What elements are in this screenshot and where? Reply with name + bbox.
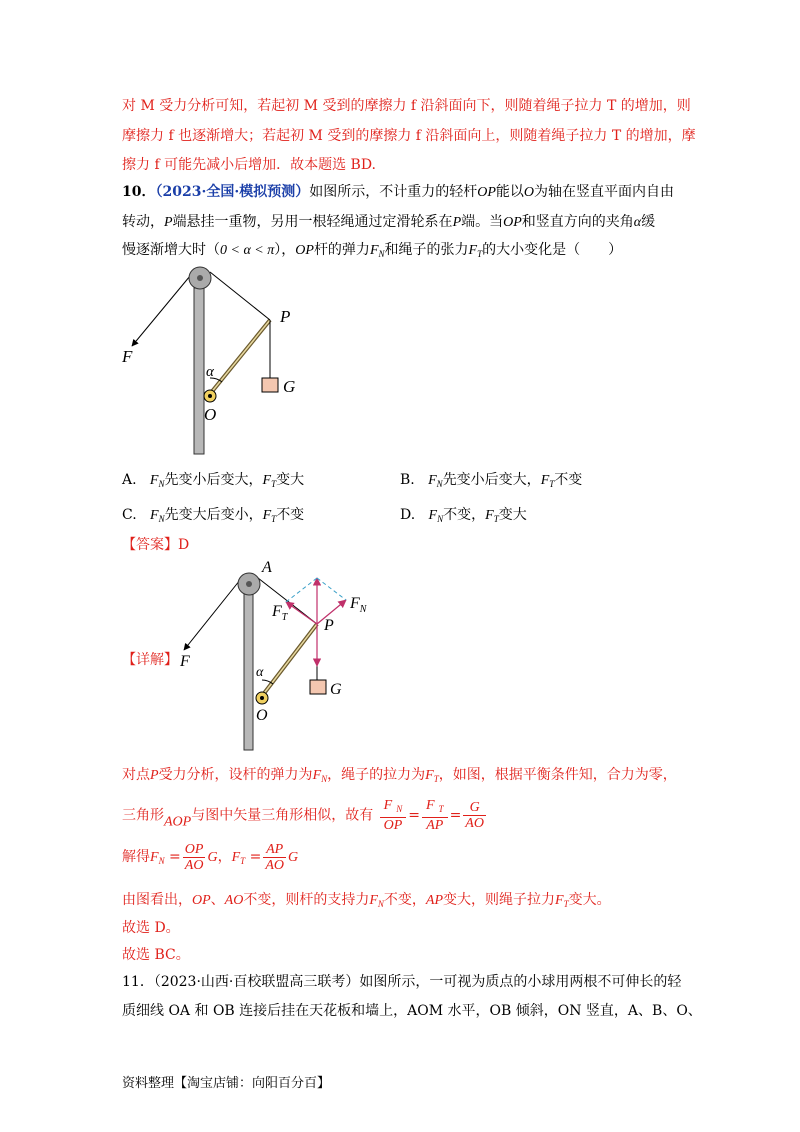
label-alpha: α bbox=[256, 665, 264, 680]
q10-stem-text: 能以 bbox=[495, 184, 524, 200]
q10-source: （2023·全国·模拟预测） bbox=[155, 184, 310, 200]
triangle-aop: AOP bbox=[164, 814, 192, 830]
option-label: D. bbox=[400, 507, 416, 523]
q10-stem-text: 杆的弹力 bbox=[313, 242, 370, 258]
sym-ft: $F_T$ bbox=[262, 473, 277, 489]
q10-stem-line-3 bbox=[122, 240, 622, 264]
q10-stem-text: 慢逐渐增大时（ bbox=[122, 242, 220, 258]
q10-stem-text: ）， bbox=[274, 242, 296, 258]
option-label: B. bbox=[400, 472, 415, 488]
answer-tag: 【答案】D bbox=[122, 537, 190, 553]
q10-stem-text: 为轴在竖直平面内自由 bbox=[534, 184, 674, 200]
q10-stem-text: 缓 bbox=[641, 214, 656, 230]
sym-op: OP bbox=[477, 185, 496, 200]
q10-stem-text: 端悬挂一重物，另用一根轻绳通过定滑轮系在 bbox=[172, 214, 453, 230]
label-g: G bbox=[283, 377, 296, 396]
fraction-ft-ap: $\frac{F _T}{AP}$ bbox=[422, 798, 448, 833]
sym-p: P bbox=[452, 215, 462, 230]
q10-stem-text: 和竖直方向的夹角 bbox=[521, 214, 634, 230]
label-g: G bbox=[330, 681, 342, 698]
label-f: F bbox=[122, 347, 133, 366]
fraction-g-ao: $\frac{G}{AO}$ bbox=[465, 800, 484, 831]
label-fn: $F_N$ bbox=[350, 595, 367, 615]
detail-tag: 【详解】 bbox=[122, 652, 178, 668]
sym-fn: $F_N$ bbox=[369, 243, 385, 259]
option-d[interactable] bbox=[400, 505, 527, 529]
solution-line-1: 对点P受力分析，设杆的弹力为$F_N$，绳子的拉力为$F_T$，如图，根据平衡条件知，合力为零， bbox=[122, 767, 677, 784]
angle-range: 0 < α < π bbox=[220, 243, 275, 258]
q10-stem-text: 的大小变化是（ ） bbox=[482, 242, 623, 258]
conclusion-1: 故选 D。 bbox=[122, 920, 180, 936]
label-alpha: α bbox=[206, 364, 214, 380]
label-o: O bbox=[204, 405, 217, 424]
sym-fn: $F_N$ bbox=[150, 508, 165, 524]
option-text: 不变 bbox=[276, 507, 305, 523]
option-text: 先变小后变大， bbox=[442, 472, 541, 488]
question-figure bbox=[110, 262, 310, 462]
sym-alpha: α bbox=[633, 215, 642, 230]
label-o: O bbox=[256, 707, 268, 724]
sym-ft: $F_T$ bbox=[555, 893, 569, 909]
solution-line-3: 解得$F_N$ = $\frac{OP}{AO}$ G，$F_T$ = $\frac{AP}{AO}$ G bbox=[122, 841, 299, 873]
q10-stem-line-1 bbox=[122, 182, 674, 203]
option-text: 不变， bbox=[443, 507, 486, 523]
option-text: 变大 bbox=[276, 472, 305, 488]
option-b[interactable] bbox=[400, 470, 582, 494]
option-a[interactable] bbox=[122, 470, 304, 494]
sym-ft: $F_T$ bbox=[425, 768, 439, 784]
fraction-op-ao: $\frac{OP}{AO}$ bbox=[184, 841, 204, 873]
option-text: 变大 bbox=[498, 507, 527, 523]
prev-analysis-line-2: 摩擦力 f 也逐渐增大；若起初 M 受到的摩擦力 f 沿斜面向上，则随着绳子拉力 T 的增加，摩 bbox=[122, 128, 696, 144]
label-p: P bbox=[280, 307, 291, 326]
q10-number: 10． bbox=[122, 184, 156, 200]
sym-fn: $F_N$ bbox=[149, 473, 165, 489]
label-f: F bbox=[180, 653, 190, 670]
solution-line-2: 三角形AOP与图中矢量三角形相似，故有 $\frac{F _N}{OP}$ = $\frac{F _T}{AP}$ = $\frac{G}{AO}$ bbox=[122, 798, 484, 833]
label-p: P bbox=[324, 617, 334, 634]
sym-ft: $F_T$ bbox=[262, 508, 277, 524]
option-text: 不变 bbox=[554, 472, 583, 488]
sym-ft: $F_T$ bbox=[231, 850, 246, 866]
sym-fn: $F_N$ bbox=[428, 508, 444, 524]
prev-analysis-line-1: 对 M 受力分析可知，若起初 M 受到的摩擦力 f 沿斜面向下，则随着绳子拉力 T 的增加，则 bbox=[122, 98, 691, 114]
solution-figure bbox=[174, 556, 384, 754]
sym-fn: $F_N$ bbox=[369, 893, 384, 909]
option-label: C. bbox=[122, 507, 137, 523]
sym-op: OP bbox=[295, 243, 314, 258]
q10-stem-text: 转动， bbox=[122, 214, 164, 230]
conclusion-2: 故选 BC。 bbox=[122, 947, 190, 963]
sym-fn: $F_N$ bbox=[150, 850, 165, 866]
q10-stem-text: 和绳子的张力 bbox=[384, 242, 469, 258]
fraction-fn-op: $\frac{F _N}{OP}$ bbox=[380, 798, 407, 833]
footer: 资料整理【淘宝店铺：向阳百分百】 bbox=[122, 1076, 331, 1091]
fraction-ap-ao: $\frac{AP}{AO}$ bbox=[265, 841, 284, 873]
label-a: A bbox=[262, 559, 272, 576]
option-label: A. bbox=[122, 472, 137, 488]
q10-stem-line-2 bbox=[122, 212, 655, 233]
q10-stem-text: 如图所示，不计重力的轻杆 bbox=[309, 184, 478, 200]
sym-op: OP bbox=[503, 215, 522, 230]
sym-ft: $F_T$ bbox=[485, 508, 499, 524]
solution-line-4: 由图看出，OP、AO不变，则杆的支持力$F_N$不变，AP变大，则绳子拉力$F_T$变大。 bbox=[122, 892, 611, 909]
q11-line-2: 质细线 OA 和 OB 连接后挂在天花板和墙上，AOM 水平，OB 倾斜，ON 竖直，A、B、O、 bbox=[122, 1003, 702, 1019]
q10-stem-text: 端。当 bbox=[461, 214, 504, 230]
sym-o: O bbox=[523, 185, 534, 200]
sym-p: P bbox=[164, 215, 173, 230]
sym-fn: $F_N$ bbox=[428, 473, 443, 489]
sym-ft: $F_T$ bbox=[540, 473, 555, 489]
prev-analysis-line-3: 擦力 f 可能先减小后增加．故本题选 BD. bbox=[122, 157, 376, 173]
option-c[interactable] bbox=[122, 505, 304, 529]
option-text: 先变大后变小， bbox=[164, 507, 263, 523]
label-ft: $F_T$ bbox=[272, 603, 288, 623]
option-text: 先变小后变大， bbox=[164, 472, 263, 488]
sym-fn: $F_N$ bbox=[312, 768, 328, 784]
sym-ft: $F_T$ bbox=[468, 243, 483, 259]
q11-line-1: 11．（2023·山西·百校联盟高三联考）如图所示，一可视为质点的小球用两根不可伸长的轻 bbox=[122, 974, 682, 990]
sym-p: P bbox=[150, 768, 159, 783]
